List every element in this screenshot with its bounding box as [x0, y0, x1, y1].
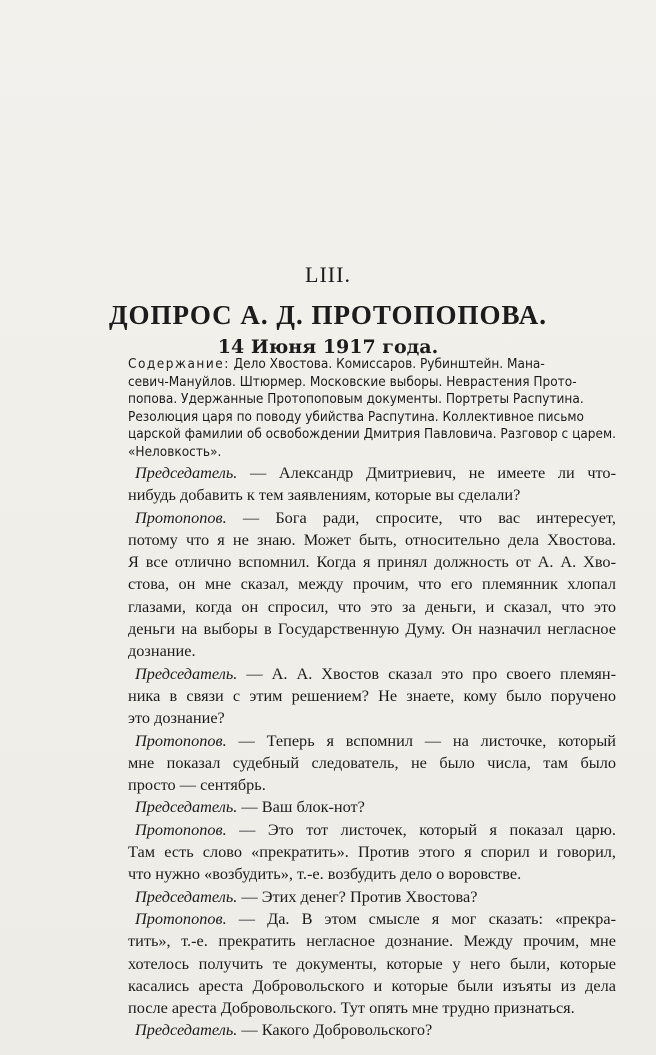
contents-line: царской фамилии об освобождении Дмитрия Павловича. Разговор с царем. [128, 426, 616, 442]
dialogue-paragraph [128, 663, 616, 730]
speaker-name: Протопопов. [135, 507, 227, 527]
dialogue-transcript [128, 462, 616, 1042]
interrogation-date: 14 Июня 1917 года. [217, 336, 439, 358]
dialogue-line: Протопопов. — Это тот листочек, который я показал царю. [135, 819, 616, 839]
contents-label: Содержание: [128, 356, 230, 372]
contents-line: Резолюция царя по поводу убийства Распутина. Коллективное письмо [128, 408, 584, 425]
dialogue-paragraph [128, 462, 616, 507]
dialogue-line: Там есть слово «прекратить». Против этого я спорил и говорил, [128, 842, 616, 862]
dialogue-line: Председатель. — Этих денег? Против Хвостова? [135, 886, 478, 906]
dialogue-line: что нужно «возбудить», т.-е. возбудить дело о воровстве. [128, 864, 522, 884]
dialogue-paragraph [128, 796, 616, 818]
dialogue-line: Председатель. — Какого Добровольского? [135, 1020, 433, 1040]
dialogue-line: просто — сентябрь. [128, 775, 266, 795]
speaker-name: Протопопов. [135, 730, 227, 750]
speaker-name: Председатель. [135, 1020, 238, 1040]
chapter-number: LIII. [305, 262, 351, 287]
chapter-title: ДОПРОС А. Д. ПРОТОПОПОВА. [108, 300, 548, 330]
dialogue-line: Протопопов. — Теперь я вспомнил — на листочке, который [135, 730, 616, 750]
dialogue-line: после ареста Добровольского. Тут опять мне трудно признаться. [128, 998, 575, 1018]
dialogue-line: Председатель. — Ваш блок-нот? [135, 797, 365, 817]
dialogue-line: ника в связи с этим решением? Не знаете, кому было поручено [128, 685, 616, 705]
dialogue-paragraph [128, 507, 616, 663]
contents-line: севич-Мануйлов. Штюрмер. Московские выборы. Неврастения Прото- [128, 373, 577, 390]
speaker-name: Протопопов. [135, 908, 227, 928]
dialogue-line: касались ареста Добровольского и которые были изъяты из дела [128, 975, 616, 995]
contents-line: Содержание: Дело Хвостова. Комиссаров. Рубинштейн. Мана- [128, 356, 545, 372]
speaker-name: Председатель. [135, 463, 238, 482]
contents-line: попова. Удержанные Протопоповым документы. Портреты Распутина. [128, 391, 584, 407]
dialogue-line: стова, он мне сказал, между прочим, что его племянник хлопал [128, 574, 616, 594]
dialogue-paragraph [128, 908, 616, 1019]
dialogue-line: тить», т.-е. прекратить негласное дознание. Между прочим, мне [128, 931, 616, 951]
contents-line: «Неловкость». [128, 443, 222, 460]
dialogue-line: Протопопов. — Бога ради, спросите, что вас интересует, [135, 507, 616, 527]
dialogue-line: Председатель. — А. А. Хвостов сказал это про своего племян- [135, 663, 616, 683]
dialogue-line: хотелось получить те документы, которые у него были, которые [128, 953, 616, 973]
contents-summary [128, 356, 616, 461]
dialogue-line: дознание. [128, 641, 196, 661]
dialogue-paragraph [128, 819, 616, 886]
dialogue-line: Председатель. — Александр Дмитриевич, не имеете ли что- [135, 463, 616, 482]
dialogue-paragraph [128, 730, 616, 797]
dialogue-line: Протопопов. — Да. В этом смысле я мог сказать: «прекра- [135, 908, 616, 928]
dialogue-line: потому что я не знаю. Может быть, относительно дела Хвостова. [128, 529, 616, 549]
dialogue-line: это дознание? [128, 708, 225, 728]
dialogue-paragraph [128, 886, 616, 908]
speaker-name: Председатель. [135, 797, 238, 817]
dialogue-line: деньги на выборы в Государственную Думу. Он назначил негласное [128, 619, 616, 639]
dialogue-paragraph [128, 1019, 616, 1041]
dialogue-line: мне показал судебный следователь, не было числа, там было [128, 752, 616, 772]
speaker-name: Председатель. [135, 886, 238, 906]
speaker-name: Председатель. [135, 663, 238, 683]
dialogue-line: глазами, когда он спросил, что это за деньги, и сказал, что это [128, 596, 616, 616]
dialogue-line: Я все отлично вспомнил. Когда я принял должность от А. А. Хво- [128, 552, 616, 572]
dialogue-line: нибудь добавить к тем заявлениям, которые вы сделали? [128, 485, 521, 505]
speaker-name: Протопопов. [135, 819, 227, 839]
